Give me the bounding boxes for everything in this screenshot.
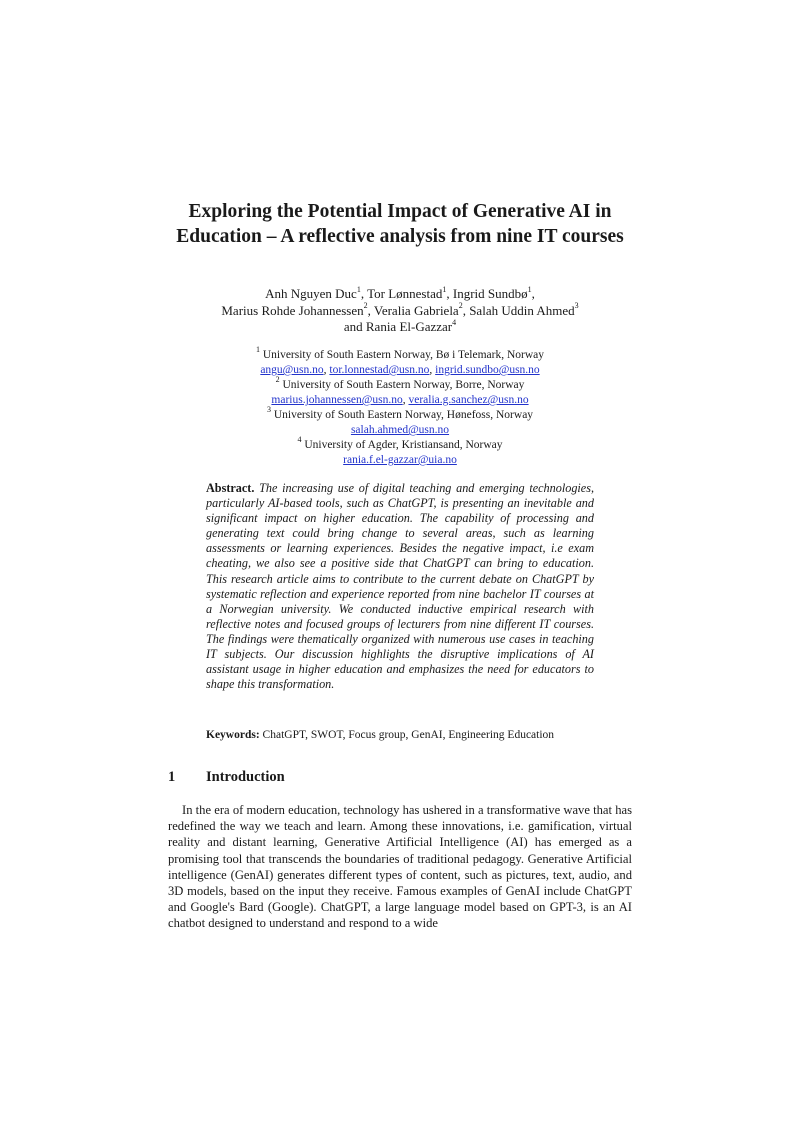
title-line-1: Exploring the Potential Impact of Generative AI in xyxy=(188,201,612,222)
author-name: Ingrid Sundbø xyxy=(452,286,528,301)
affiliation-3 xyxy=(100,405,700,423)
author-line-3 xyxy=(100,319,700,336)
affiliation-text: University of Agder, Kristiansand, Norway xyxy=(304,439,503,451)
affiliation-1 xyxy=(100,345,700,363)
author-name: Veralia Gabriela xyxy=(373,302,459,318)
paper-title xyxy=(100,199,700,249)
abstract xyxy=(206,481,594,692)
abstract-label: Abstract. xyxy=(206,481,255,495)
author-sup: 1 xyxy=(442,284,447,294)
affiliation-4-emails xyxy=(100,453,700,468)
author-line-2 xyxy=(100,303,700,320)
author-line-1 xyxy=(100,286,700,303)
affiliation-4 xyxy=(100,435,700,453)
email-link[interactable]: veralia.g.sanchez@usn.no xyxy=(408,394,529,406)
section-title: Introduction xyxy=(206,769,285,785)
affiliation-3-emails xyxy=(100,423,700,438)
email-link[interactable]: marius.johannessen@usn.no xyxy=(271,394,403,406)
author-name: Salah Uddin Ahmed xyxy=(469,302,575,318)
abstract-text: The increasing use of digital teaching and emerging technologies, particularly AI-based tools, such as ChatGPT, is presenting an inevitable and significant impact on higher education. The capability of processing and generating text could bring change to several areas, such as learning assessments or learning experiences. Besides the negative impact, i.e exam cheating, we also see a positive side that ChatGPT can bring to education. This research article aims to contribute to the current debate on ChatGPT by systematic reflection and experience reported from nine bachelor IT courses at a Norwegian university. We conducted inductive empirical research with reflective notes and focused groups of lecturers from nine different IT courses. The findings were thematically organized with numerous use cases in teaching IT subjects. Our discussion highlights the disruptive implications of AI assistant usage in higher education and emphasizes the need for educators to shape this transformation. xyxy=(206,481,594,692)
affiliation-sup: 4 xyxy=(297,435,302,445)
author-sep: , xyxy=(531,286,535,301)
author-sep: , xyxy=(367,302,374,318)
email-link[interactable]: angu@usn.no xyxy=(260,364,324,376)
author-sup: 2 xyxy=(458,301,463,311)
author-sep: , xyxy=(446,286,453,301)
email-link[interactable]: rania.f.el-gazzar@uia.no xyxy=(343,454,457,466)
author-sup: 2 xyxy=(363,301,368,311)
author-name: Rania El-Gazzar xyxy=(365,319,453,334)
email-link[interactable]: ingrid.sundbo@usn.no xyxy=(435,364,540,376)
affiliation-text: University of South Eastern Norway, Hønefoss, Norway xyxy=(273,409,534,421)
email-link[interactable]: salah.ahmed@usn.no xyxy=(350,424,450,436)
author-sup: 1 xyxy=(527,284,532,294)
keywords-text: ChatGPT, SWOT, Focus group, GenAI, Engineering Education xyxy=(262,729,555,741)
author-sup: 4 xyxy=(452,317,457,327)
author-name: Marius Rohde Johannessen xyxy=(221,302,364,318)
author-sup: 1 xyxy=(356,284,361,294)
affiliation-2 xyxy=(100,375,700,393)
affiliation-sup: 3 xyxy=(266,405,271,415)
affiliation-sup: 1 xyxy=(255,345,260,355)
email-link[interactable]: tor.lonnestad@usn.no xyxy=(329,364,430,376)
intro-paragraph: In the era of modern education, technology has ushered in a transformative wave that has redefined the way we teach and learn. Among these innovations, i.e. gamification, virtual reality and distant learning, Generative Artificial Intelligence (AI) has emerged as a promising tool that transcends the boundaries of traditional pedagogy. Generative Artificial intelligence (GenAI) generates different types of content, such as pictures, text, audio, and 3D models, based on the input they receive. Famous examples of GenAI include ChatGPT and Google's Bard (Google). ChatGPT, a large language model based on GPT-3, is an AI chatbot designed to understand and respond to a wide xyxy=(168,803,632,931)
author-sep: , xyxy=(462,302,470,318)
author-sep: , xyxy=(360,286,368,301)
author-name: Tor Lønnestad xyxy=(367,286,443,301)
author-list xyxy=(100,286,700,336)
title-line-2: Education – A reflective analysis from nine IT courses xyxy=(176,226,624,247)
author-conjunction: and xyxy=(343,319,366,334)
keywords xyxy=(206,728,606,743)
section-heading xyxy=(168,769,285,786)
affiliation-sup: 2 xyxy=(275,375,280,385)
affiliation-2-emails: marius.johannessen@usn.no, veralia.g.sanchez@usn.no xyxy=(271,394,529,406)
keywords-label: Keywords: xyxy=(206,729,260,741)
author-name: Anh Nguyen Duc xyxy=(265,286,357,301)
affiliation-text: University of South Eastern Norway, Borre, Norway xyxy=(282,379,525,391)
affiliation-list xyxy=(100,345,700,468)
affiliation-text: University of South Eastern Norway, Bø i Telemark, Norway xyxy=(262,349,545,361)
section-number: 1 xyxy=(168,769,176,785)
affiliation-1-emails: angu@usn.no, tor.lonnestad@usn.no, ingrid.sundbo@usn.no xyxy=(260,364,540,376)
author-sup: 3 xyxy=(574,301,579,311)
